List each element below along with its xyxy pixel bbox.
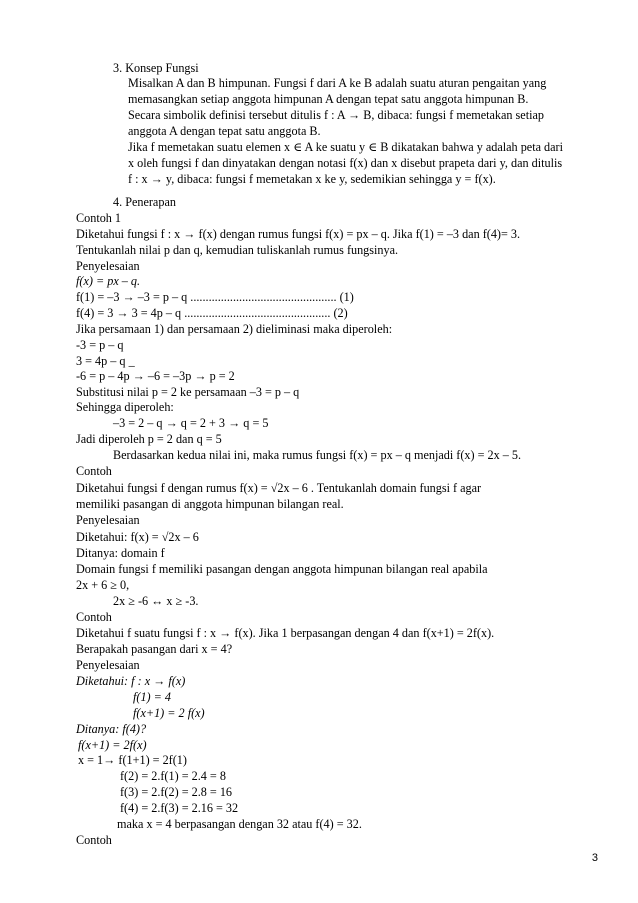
text-line: Ditanya: domain f: [76, 546, 165, 560]
text-line: memasangkan setiap anggota himpunan A dengan tepat satu anggota himpunan B.: [128, 92, 529, 106]
text-line: 3. Konsep Fungsi: [113, 61, 199, 75]
text-line: Contoh: [76, 464, 112, 478]
text-line: f(4) = 2.f(3) = 2.16 = 32: [120, 801, 239, 815]
text-line: -3 = p – q: [76, 338, 124, 352]
text-line: f(4) = 3 → 3 = 4p – q ................................................ (2): [76, 306, 348, 320]
text-line: Penyelesaian: [76, 658, 140, 672]
text-line: Domain fungsi f memiliki pasangan dengan anggota himpunan bilangan real apabila: [76, 562, 488, 576]
text-line: Substitusi nilai p = 2 ke persamaan –3 = p – q: [76, 385, 300, 399]
text-line: Berapakah pasangan dari x = 4?: [76, 642, 233, 656]
text-line: f(1) = 4: [133, 690, 172, 704]
text-line: Diketahui f suatu fungsi f : x → f(x). Jika 1 berpasangan dengan 4 dan f(x+1) = 2f(x).: [76, 626, 495, 640]
text-line: f(2) = 2.f(1) = 2.4 = 8: [120, 769, 226, 783]
text-line: x oleh fungsi f dan dinyatakan dengan notasi f(x) dan x disebut prapeta dari y, dan ditulis: [128, 156, 563, 170]
text-line: f(1) = –3 → –3 = p – q ................................................ (1): [76, 290, 354, 304]
text-line: 2x ≥ -6 ↔ x ≥ -3.: [113, 594, 199, 608]
text-line: f : x → y, dibaca: fungsi f memetakan x ke y, sedemikian sehingga y = f(x).: [128, 172, 496, 186]
text-line: memiliki pasangan di anggota himpunan bilangan real.: [76, 497, 344, 511]
text-line: 4. Penerapan: [113, 195, 176, 209]
text-line: Contoh: [76, 833, 112, 847]
text-line: Diketahui fungsi f : x → f(x) dengan rumus fungsi f(x) = px – q. Jika f(1) = –3 dan f(4)= 3.: [76, 227, 521, 241]
text-line: Contoh 1: [76, 211, 122, 225]
text-line: –3 = 2 – q → q = 2 + 3 → q = 5: [113, 416, 269, 430]
text-line: maka x = 4 berpasangan dengan 32 atau f(4) = 32.: [117, 817, 362, 831]
text-line: Diketahui: f(x) = √2x – 6: [76, 530, 199, 544]
text-line: Penyelesaian: [76, 513, 140, 527]
text-line: Ditanya: f(4)?: [76, 722, 147, 736]
text-line: 3 = 4p – q _: [76, 354, 135, 368]
text-line: 2x + 6 ≥ 0,: [76, 578, 130, 592]
text-line: Diketahui fungsi f dengan rumus f(x) = √2x – 6 . Tentukanlah domain fungsi f agar: [76, 481, 482, 495]
text-line: Misalkan A dan B himpunan. Fungsi f dari A ke B adalah suatu aturan pengaitan yang: [128, 76, 547, 90]
text-line: Sehingga diperoleh:: [76, 400, 174, 414]
text-line: x = 1→ f(1+1) = 2f(1): [78, 753, 187, 767]
text-line: Jika f memetakan suatu elemen x ∈ A ke suatu y ∈ B dikatakan bahwa y adalah peta dari: [128, 140, 563, 154]
text-line: Jadi diperoleh p = 2 dan q = 5: [76, 432, 222, 446]
page-number: 3: [591, 852, 598, 864]
text-line: Tentukanlah nilai p dan q, kemudian tuliskanlah rumus fungsinya.: [76, 243, 399, 257]
text-line: Contoh: [76, 610, 112, 624]
text-line: f(3) = 2.f(2) = 2.8 = 16: [120, 785, 233, 799]
text-line: f(x+1) = 2f(x): [78, 738, 147, 752]
text-line: Penyelesaian: [76, 259, 140, 273]
text-line: Diketahui: f : x → f(x): [76, 674, 186, 688]
text-line: Jika persamaan 1) dan persamaan 2) dieliminasi maka diperoleh:: [76, 322, 393, 336]
text-line: f(x+1) = 2 f(x): [133, 706, 205, 720]
text-line: f(x) = px – q.: [76, 274, 141, 288]
text-line: Secara simbolik definisi tersebut ditulis f : A → B, dibaca: fungsi f memetakan setiap: [128, 108, 544, 122]
text-line: anggota A dengan tepat satu anggota B.: [128, 124, 321, 138]
text-line: -6 = p – 4p → –6 = –3p → p = 2: [76, 369, 235, 383]
text-line: Berdasarkan kedua nilai ini, maka rumus fungsi f(x) = px – q menjadi f(x) = 2x – 5.: [113, 448, 522, 462]
